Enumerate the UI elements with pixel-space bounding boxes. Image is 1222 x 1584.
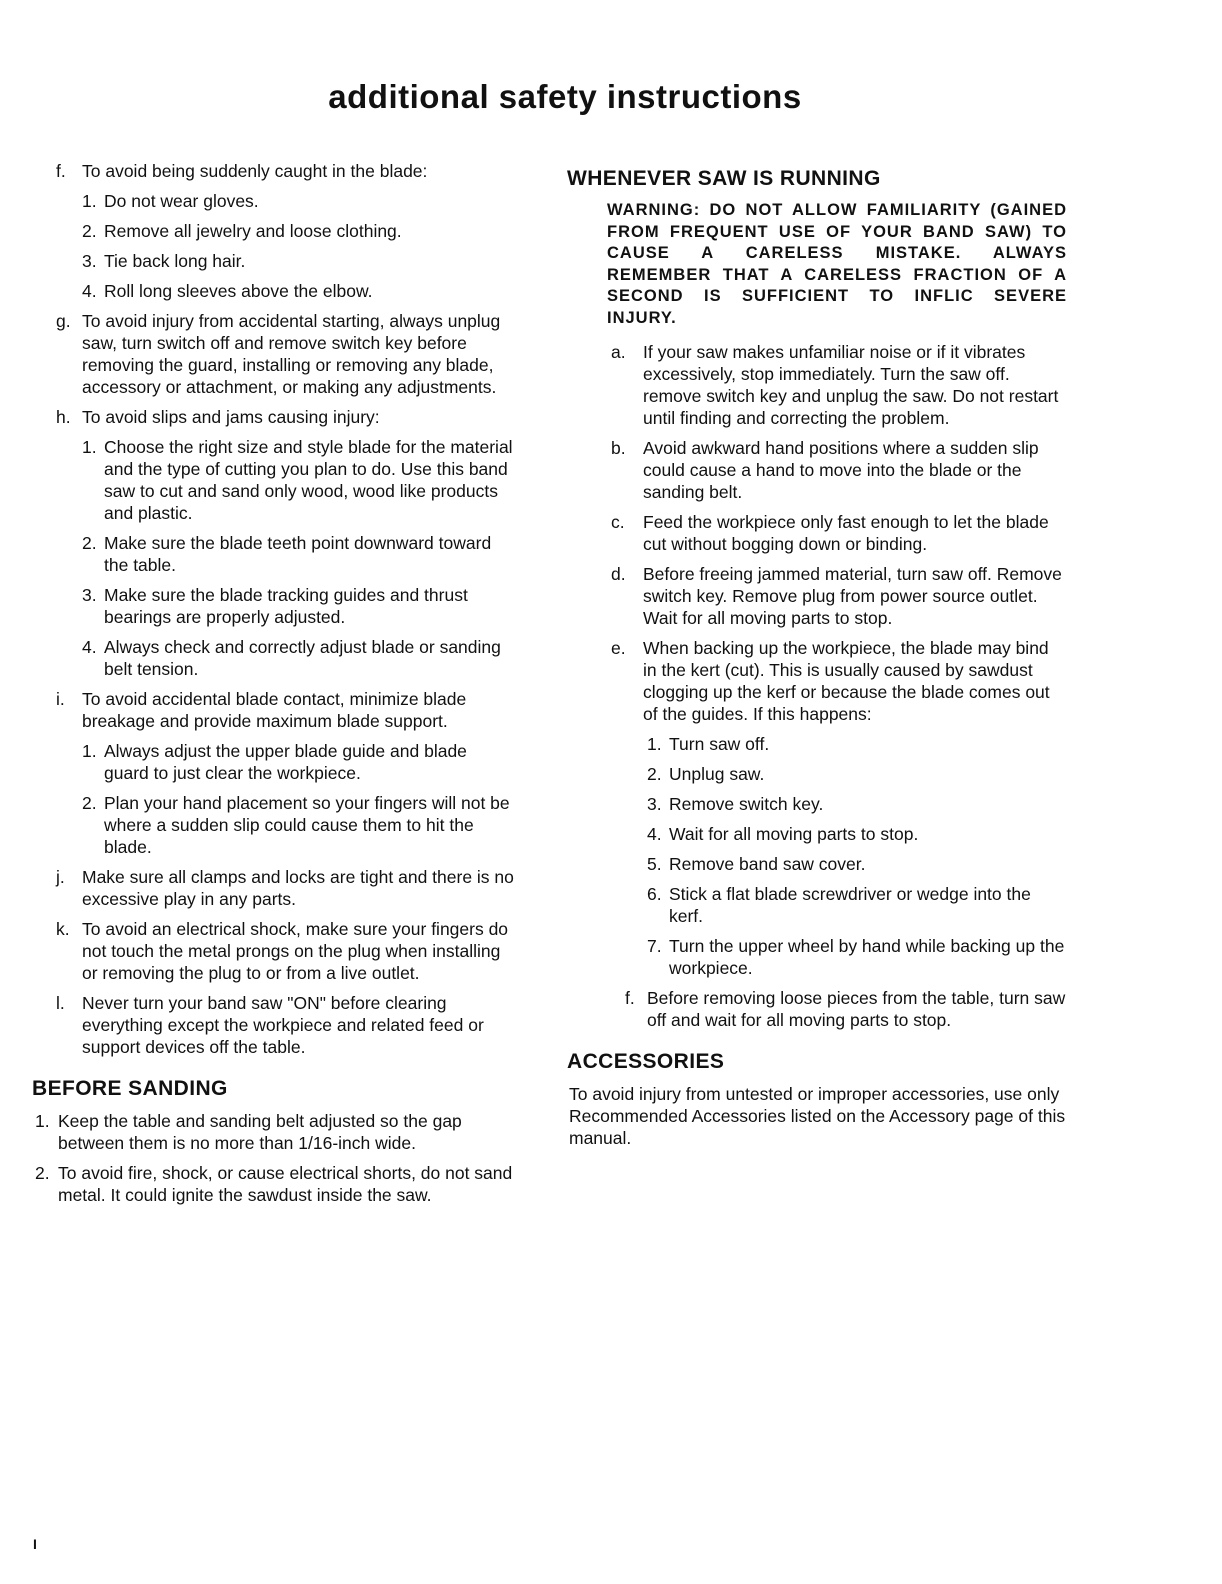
list-item-label: b.: [611, 438, 626, 458]
list-item-label: k.: [56, 919, 70, 939]
list-item-text: Tie back long hair.: [104, 251, 246, 271]
list-item-text: Make sure the blade tracking guides and thrust bearings are properly adjusted.: [104, 585, 468, 627]
list-item-label: 1.: [82, 437, 97, 457]
list-item-text: Remove all jewelry and loose clothing.: [104, 221, 402, 241]
list-item-text: Roll long sleeves above the elbow.: [104, 281, 373, 301]
list-item: [567, 823, 1067, 845]
list-item: [34, 436, 514, 524]
before-sanding-section: [32, 1078, 514, 1206]
right-item-list: [567, 341, 1067, 1031]
list-item-label: a.: [611, 342, 626, 362]
list-item-text: Unplug saw.: [669, 764, 765, 784]
left-item-list: [34, 160, 514, 1058]
list-item-label: 2.: [647, 764, 662, 784]
list-item: [34, 406, 514, 428]
list-item: [34, 992, 514, 1058]
list-item-label: 3.: [82, 585, 97, 605]
left-column: [34, 160, 514, 1214]
list-item-text: If your saw makes unfamiliar noise or if it vibrates excessively, stop immediately. Turn the saw off. remove switch key and unplug the saw. Do not restart until finding and correcting the problem.: [643, 342, 1059, 428]
list-item-text: Before freeing jammed material, turn saw off. Remove switch key. Remove plug from power source outlet. Wait for all moving parts to stop.: [643, 564, 1062, 628]
list-item-text: To avoid injury from accidental starting, always unplug saw, turn switch off and remove switch key before removing the guard, installing or removing any blade, accessory or attachment, or making any adjustments.: [82, 311, 501, 397]
list-item-label: 4.: [82, 637, 97, 657]
page-title: additional safety instructions: [328, 78, 802, 115]
list-item-text: Remove band saw cover.: [669, 854, 866, 874]
list-item: [567, 987, 1067, 1031]
list-item-text: Stick a flat blade screwdriver or wedge into the kerf.: [669, 884, 1031, 926]
running-heading: WHENEVER SAW IS RUNNING: [567, 167, 881, 190]
list-item-text: Choose the right size and style blade for the material and the type of cutting you plan to do. Use this band saw to cut and sand only wood, wood like products and plastic.: [104, 437, 513, 523]
list-item: [34, 532, 514, 576]
list-item: [34, 688, 514, 732]
list-item-text: To avoid fire, shock, or cause electrical shorts, do not sand metal. It could ignite the sawdust inside the saw.: [58, 1163, 513, 1205]
list-item-label: 5.: [647, 854, 662, 874]
list-item: [34, 740, 514, 784]
list-item-label: 6.: [647, 884, 662, 904]
list-item: [32, 1110, 514, 1154]
list-item: [34, 280, 514, 302]
before-sanding-list: [32, 1110, 514, 1206]
list-item-label: e.: [611, 638, 626, 658]
list-item-text: Always check and correctly adjust blade or sanding belt tension.: [104, 637, 501, 679]
list-item-label: j.: [56, 867, 65, 887]
list-item-label: i.: [56, 689, 65, 709]
right-column: [567, 168, 1067, 1149]
list-item-text: Avoid awkward hand positions where a sudden slip could cause a hand to move into the blade or the sanding belt.: [643, 438, 1039, 502]
list-item-label: f.: [625, 988, 635, 1008]
list-item-text: When backing up the workpiece, the blade may bind in the kert (cut). This is usually caused by sawdust clogging up the kerf or because the blade comes out of the guides. If this happens:: [643, 638, 1050, 724]
list-item: [34, 310, 514, 398]
list-item-text: Do not wear gloves.: [104, 191, 259, 211]
accessories-text: To avoid injury from untested or improper accessories, use only Recommended Accessories listed on the Accessory page of this manual.: [569, 1084, 1066, 1148]
list-item-text: Make sure all clamps and locks are tight and there is no excessive play in any parts.: [82, 867, 514, 909]
list-item: [34, 918, 514, 984]
list-item-text: To avoid slips and jams causing injury:: [82, 407, 380, 427]
list-item-text: Turn the upper wheel by hand while backing up the workpiece.: [669, 936, 1065, 978]
list-item-label: 1.: [647, 734, 662, 754]
list-item-label: 4.: [647, 824, 662, 844]
warning-text: WARNING: DO NOT ALLOW FAMILIARITY (GAINED FROM FREQUENT USE OF YOUR BAND SAW) TO CAUSE A CARELESS MISTAKE. ALWAYS REMEMBER THAT A CARELESS FRACTION OF A SECOND IS SUFFICIENT TO INFLIC SEVERE INJURY.: [607, 201, 1067, 327]
list-item: [567, 793, 1067, 815]
list-item-label: 1.: [82, 191, 97, 211]
list-item-label: f.: [56, 161, 66, 181]
list-item: [567, 563, 1067, 629]
list-item-label: 2.: [82, 221, 97, 241]
list-item: [567, 853, 1067, 875]
list-item-label: 1.: [35, 1111, 50, 1131]
list-item-text: Remove switch key.: [669, 794, 824, 814]
list-item-text: Plan your hand placement so your fingers will not be where a sudden slip could cause them to hit the blade.: [104, 793, 510, 857]
list-item: [34, 190, 514, 212]
list-item-text: Wait for all moving parts to stop.: [669, 824, 919, 844]
before-sanding-heading: BEFORE SANDING: [32, 1077, 228, 1100]
accessories-heading: ACCESSORIES: [567, 1050, 725, 1073]
list-item: [34, 636, 514, 680]
list-item-label: l.: [56, 993, 65, 1013]
list-item-label: g.: [56, 311, 71, 331]
list-item: [34, 584, 514, 628]
list-item: [34, 866, 514, 910]
list-item-text: To avoid being suddenly caught in the blade:: [82, 161, 428, 181]
list-item-label: 2.: [35, 1163, 50, 1183]
list-item: [34, 160, 514, 182]
list-item-label: h.: [56, 407, 71, 427]
list-item: [34, 792, 514, 858]
list-item: [567, 637, 1067, 725]
list-item-label: 2.: [82, 533, 97, 553]
list-item-text: Keep the table and sanding belt adjusted so the gap between them is no more than 1/16-inch wide.: [58, 1111, 462, 1153]
list-item: [567, 511, 1067, 555]
list-item: [567, 733, 1067, 755]
list-item: [567, 883, 1067, 927]
list-item-label: 1.: [82, 741, 97, 761]
list-item-text: To avoid accidental blade contact, minimize blade breakage and provide maximum blade support.: [82, 689, 467, 731]
list-item: [567, 437, 1067, 503]
list-item-label: 3.: [647, 794, 662, 814]
list-item-text: Make sure the blade teeth point downward toward the table.: [104, 533, 492, 575]
list-item-label: 2.: [82, 793, 97, 813]
list-item-text: Always adjust the upper blade guide and blade guard to just clear the workpiece.: [104, 741, 467, 783]
list-item: [567, 935, 1067, 979]
list-item-text: Turn saw off.: [669, 734, 770, 754]
list-item-text: Feed the workpiece only fast enough to let the blade cut without bogging down or binding.: [643, 512, 1049, 554]
list-item: [34, 220, 514, 242]
list-item: [32, 1162, 514, 1206]
list-item: [567, 341, 1067, 429]
list-item-label: c.: [611, 512, 625, 532]
list-item-label: 3.: [82, 251, 97, 271]
list-item-text: To avoid an electrical shock, make sure your fingers do not touch the metal prongs on the plug when installing or removing the plug to or from a live outlet.: [82, 919, 509, 983]
list-item: [567, 763, 1067, 785]
list-item-text: Never turn your band saw "ON" before clearing everything except the workpiece and related feed or support devices off the table.: [82, 993, 484, 1057]
list-item-text: Before removing loose pieces from the table, turn saw off and wait for all moving parts to stop.: [647, 988, 1066, 1030]
list-item-label: 7.: [647, 936, 662, 956]
list-item-label: d.: [611, 564, 626, 584]
list-item-label: 4.: [82, 281, 97, 301]
list-item: [34, 250, 514, 272]
page-number: I: [33, 1536, 37, 1552]
